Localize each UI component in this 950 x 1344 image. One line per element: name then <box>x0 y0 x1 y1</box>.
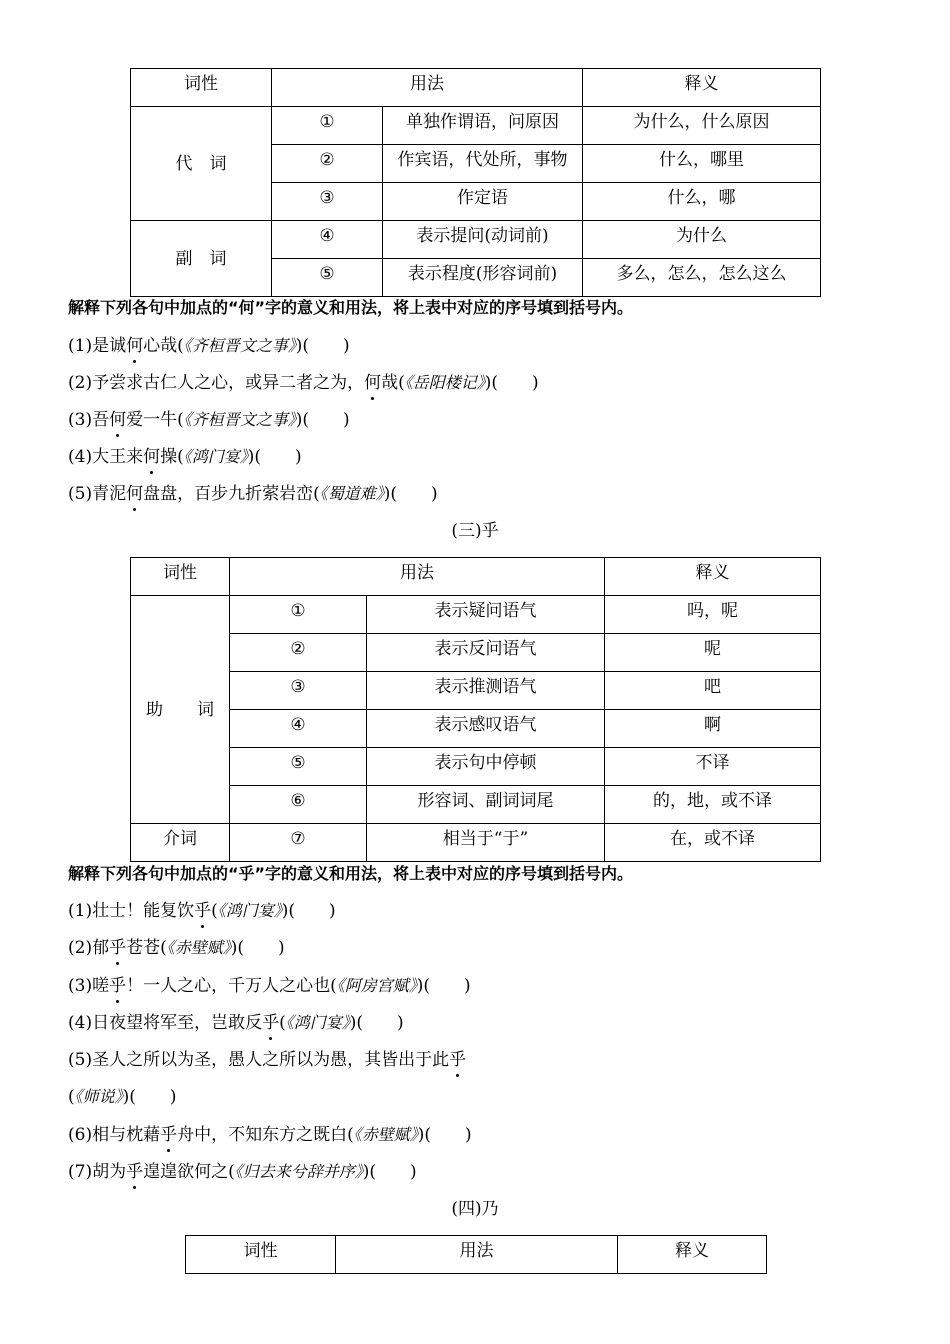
dotted-char: 乎 <box>126 1162 144 1182</box>
exercise-item: (1)是诚何心哉(《齐桓晋文之事》)( ) <box>68 336 350 356</box>
he-usage-table <box>130 68 821 297</box>
dotted-char: 何 <box>109 410 127 430</box>
row-meaning: 啊 <box>605 710 821 748</box>
pos-pronoun: 代 词 <box>131 107 272 221</box>
exercise-item: (3)嗟乎！一人之心，千万人之心也(《阿房宫赋》)( ) <box>68 976 471 996</box>
row-usage: 表示句中停顿 <box>367 748 605 786</box>
header-usage: 用法 <box>230 558 605 596</box>
row-usage: 表示感叹语气 <box>367 710 605 748</box>
exercise-item: (3)吾何爱一牛(《齐桓晋文之事》)( ) <box>68 410 350 430</box>
row-meaning: 什么，哪里 <box>583 145 821 183</box>
exercise-item: (6)相与枕藉乎舟中，不知东方之既白(《赤壁赋》)( ) <box>68 1125 472 1145</box>
header-usage: 用法 <box>272 69 583 107</box>
exercise-item: (1)壮士！能复饮乎(《鸿门宴》)( ) <box>68 901 336 921</box>
source-title: 《蜀道难》 <box>319 484 384 503</box>
header-pos: 词性 <box>131 558 230 596</box>
source-title: 《归去来兮辞并序》 <box>234 1162 363 1181</box>
exercise-item: (2)予尝求古仁人之心，或异二者之为，何哉(《岳阳楼记》)( ) <box>68 373 539 393</box>
row-number: ⑦ <box>230 824 367 862</box>
source-title: 《赤壁赋》 <box>353 1125 418 1144</box>
row-usage: 表示提问(动词前) <box>383 221 583 259</box>
header-meaning: 释义 <box>605 558 821 596</box>
pos-preposition: 介词 <box>131 824 230 862</box>
source-title: 《岳阳楼记》 <box>404 373 485 392</box>
header-pos: 词性 <box>186 1236 336 1274</box>
nai-usage-table <box>185 1235 767 1274</box>
row-usage: 形容词、副词词尾 <box>367 786 605 824</box>
header-meaning: 释义 <box>618 1236 767 1274</box>
dotted-char: 乎 <box>160 1125 178 1145</box>
row-number: ⑤ <box>230 748 367 786</box>
dotted-char: 乎 <box>109 938 127 958</box>
row-number: ⑤ <box>272 259 383 297</box>
row-number: ① <box>272 107 383 145</box>
pos-adverb: 副 词 <box>131 221 272 297</box>
pos-auxiliary: 助 词 <box>131 596 230 824</box>
source-title: 《赤壁赋》 <box>166 938 231 957</box>
row-number: ③ <box>272 183 383 221</box>
row-usage: 作宾语，代处所，事物 <box>383 145 583 183</box>
row-usage: 表示推测语气 <box>367 672 605 710</box>
dotted-char: 乎 <box>109 976 127 996</box>
header-pos: 词性 <box>131 69 272 107</box>
row-number: ② <box>272 145 383 183</box>
he-instruction: 解释下列各句中加点的“何”字的意义和用法，将上表中对应的序号填到括号内。 <box>68 298 634 317</box>
source-title: 《齐桓晋文之事》 <box>183 336 296 355</box>
dotted-char: 何 <box>143 447 161 467</box>
dotted-char: 乎 <box>449 1050 467 1070</box>
exercise-item: (5)圣人之所以为圣，愚人之所以为愚，其皆出于此乎 <box>68 1050 467 1070</box>
row-meaning: 不译 <box>605 748 821 786</box>
row-meaning: 为什么 <box>583 221 821 259</box>
row-number: ④ <box>272 221 383 259</box>
row-usage: 表示程度(形容词前) <box>383 259 583 297</box>
exercise-item: (2)郁乎苍苍(《赤壁赋》)( ) <box>68 938 285 958</box>
row-meaning: 为什么，什么原因 <box>583 107 821 145</box>
row-meaning: 吧 <box>605 672 821 710</box>
row-number: ① <box>230 596 367 634</box>
dotted-char: 何 <box>364 373 382 393</box>
exercise-item: (7)胡为乎遑遑欲何之(《归去来兮辞并序》)( ) <box>68 1162 417 1182</box>
row-usage: 表示疑问语气 <box>367 596 605 634</box>
section-heading-nai: (四)乃 <box>451 1199 499 1219</box>
header-meaning: 释义 <box>583 69 821 107</box>
row-meaning: 多么，怎么，怎么这么 <box>583 259 821 297</box>
section-heading-hu: (三)乎 <box>451 521 499 541</box>
row-usage: 单独作谓语，问原因 <box>383 107 583 145</box>
row-meaning: 在，或不译 <box>605 824 821 862</box>
source-title: 《鸿门宴》 <box>183 447 248 466</box>
row-meaning: 的，地，或不译 <box>605 786 821 824</box>
row-number: ② <box>230 634 367 672</box>
header-usage: 用法 <box>336 1236 618 1274</box>
source-title: 《鸿门宴》 <box>285 1013 350 1032</box>
source-title: 《阿房宫赋》 <box>336 976 417 995</box>
dotted-char: 何 <box>126 484 144 504</box>
exercise-item: (4)大王来何操(《鸿门宴》)( ) <box>68 447 302 467</box>
row-number: ③ <box>230 672 367 710</box>
row-usage: 相当于“于” <box>367 824 605 862</box>
source-title: 《齐桓晋文之事》 <box>183 410 296 429</box>
source-title: 《师说》 <box>74 1087 123 1106</box>
row-usage: 表示反问语气 <box>367 634 605 672</box>
hu-instruction: 解释下列各句中加点的“乎”字的意义和用法，将上表中对应的序号填到括号内。 <box>68 864 634 883</box>
source-title: 《鸿门宴》 <box>217 901 282 920</box>
dotted-char: 乎 <box>194 901 212 921</box>
row-number: ④ <box>230 710 367 748</box>
row-meaning: 吗，呢 <box>605 596 821 634</box>
row-number: ⑥ <box>230 786 367 824</box>
row-meaning: 什么，哪 <box>583 183 821 221</box>
hu-usage-table <box>130 557 821 862</box>
exercise-item: (5)青泥何盘盘，百步九折萦岩峦(《蜀道难》)( ) <box>68 484 438 504</box>
row-meaning: 呢 <box>605 634 821 672</box>
exercise-item: (《师说》)( ) <box>68 1087 177 1107</box>
exercise-item: (4)日夜望将军至，岂敢反乎(《鸿门宴》)( ) <box>68 1013 404 1033</box>
row-usage: 作定语 <box>383 183 583 221</box>
dotted-char: 乎 <box>262 1013 280 1033</box>
dotted-char: 何 <box>126 336 144 356</box>
